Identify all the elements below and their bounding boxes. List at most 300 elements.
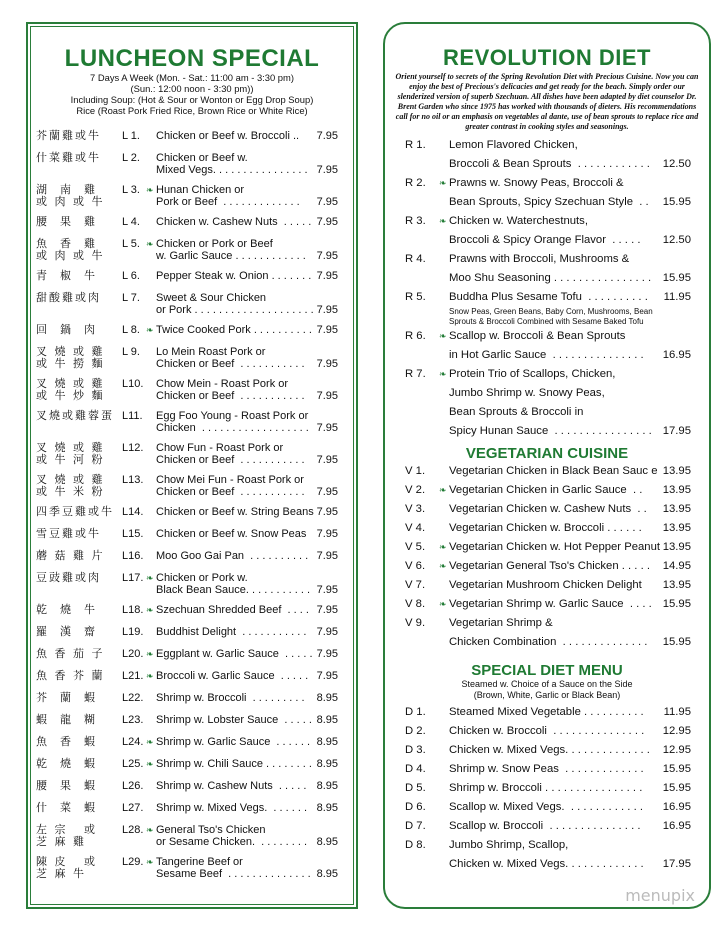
menu-item-line	[385, 722, 709, 741]
chinese-name: 芥蘭雞或牛	[36, 129, 101, 142]
item-description: Hunan Chicken or Pork or Beef . . . . . . . . . . . . .	[156, 184, 300, 208]
spacer	[439, 136, 449, 155]
item-description: Chow Mei Fun - Roast Pork or Chicken or Beef . . . . . . . . . . .	[156, 474, 305, 498]
item-code: L26.	[122, 780, 144, 792]
item-description: Vegetarian Chicken w. Cashew Nuts . .	[449, 503, 647, 515]
item-price: 15.95	[662, 782, 691, 794]
chinese-name: 魚 香 蝦	[36, 735, 97, 748]
item-description: Vegetarian Chicken in Black Bean Sauc e	[449, 465, 658, 477]
item-code: R 6.	[405, 330, 426, 342]
item-price: 16.95	[662, 820, 691, 832]
item-price: 13.95	[662, 484, 691, 496]
menu-item	[28, 292, 356, 316]
menu-item	[28, 714, 356, 726]
item-price: 7.95	[316, 604, 338, 616]
item-description: General Tso's Chicken or Sesame Chicken. . . . . . . . .	[156, 824, 307, 848]
spicy-leaf-icon: ❧	[439, 599, 447, 609]
chinese-name: 青 椒 牛	[36, 269, 97, 282]
item-price: 15.95	[662, 763, 691, 775]
item-price: 7.95	[316, 250, 338, 262]
spacer	[439, 760, 449, 779]
item-price: 15.95	[662, 636, 691, 648]
item-description: Moo Shu Seasoning . . . . . . . . . . . . . . . .	[449, 272, 652, 284]
special-diet-sub2: (Brown, White, Garlic or Black Bean)	[473, 690, 621, 700]
item-code: D 5.	[405, 782, 426, 794]
spacer	[439, 288, 449, 307]
item-price: 16.95	[662, 801, 691, 813]
menu-item-line	[385, 384, 709, 403]
item-code: L 3.	[122, 184, 140, 196]
menu-item	[28, 270, 356, 282]
item-description: Moo Goo Gai Pan . . . . . . . . . .	[156, 550, 309, 562]
item-description: Chicken w. Broccoli . . . . . . . . . . . . . . .	[449, 725, 645, 737]
menu-item	[28, 758, 356, 770]
item-description: Prawns with Broccoli, Mushrooms &	[449, 253, 630, 265]
item-description: Lemon Flavored Chicken,	[449, 139, 578, 151]
item-description: Shrimp w. Snow Peas . . . . . . . . . . . . .	[449, 763, 644, 775]
menu-item	[28, 442, 356, 466]
item-price: 7.95	[316, 216, 338, 228]
item-description: Eggplant w. Garlic Sauce . . . . .	[156, 648, 313, 660]
item-description: Scallop w. Mixed Vegs. . . . . . . . . . . . .	[449, 801, 644, 813]
item-description: Vegetarian General Tso's Chicken . . . . .	[449, 560, 651, 572]
chinese-name: 腰 果 雞	[36, 215, 97, 228]
luncheon-item-list	[28, 130, 356, 880]
spacer	[439, 500, 449, 519]
menu-item-line	[385, 136, 709, 155]
item-description: Vegetarian Mushroom Chicken Delight	[449, 579, 642, 591]
menu-item-line	[385, 481, 709, 500]
spicy-leaf-icon: ❧	[439, 561, 447, 571]
item-code: D 1.	[405, 706, 426, 718]
item-price: 7.95	[316, 506, 338, 518]
item-code	[405, 855, 439, 874]
special-diet-item-list	[385, 703, 709, 874]
chinese-name: 叉燒或雞蓉蛋	[36, 409, 114, 422]
item-description: Tangerine Beef or Sesame Beef . . . . . . . . . . . . . .	[156, 856, 311, 880]
item-code	[405, 155, 439, 174]
item-price: 14.95	[662, 560, 691, 572]
item-description: Shrimp w. Cashew Nuts . . . . .	[156, 780, 307, 792]
item-price: 8.95	[316, 692, 338, 704]
menu-item	[28, 856, 356, 880]
item-price: 13.95	[662, 465, 691, 477]
item-price: 8.95	[316, 802, 338, 814]
item-price: 7.95	[316, 486, 338, 498]
item-code: L 1.	[122, 130, 140, 142]
item-price: 17.95	[662, 425, 691, 437]
item-description: Chicken Combination . . . . . . . . . . . . . .	[449, 636, 648, 648]
item-code: V 3.	[405, 503, 426, 515]
spacer	[439, 741, 449, 760]
revolution-diet-panel	[383, 22, 711, 909]
menu-item-line	[385, 346, 709, 365]
item-code: L29.	[122, 856, 144, 868]
item-description: Chow Fun - Roast Pork or Chicken or Beef . . . . . . . . . . .	[156, 442, 305, 466]
menu-item	[28, 626, 356, 638]
spacer	[439, 779, 449, 798]
item-description: Protein Trio of Scallops, Chicken,	[449, 368, 616, 380]
chinese-name: 陳 皮 或 芝 麻 牛	[36, 855, 97, 880]
chinese-name: 魚 香 芥 蘭	[36, 669, 105, 682]
menu-item-line	[385, 855, 709, 874]
item-code	[405, 633, 439, 652]
luncheon-hours: 7 Days A Week (Mon. - Sat.: 11:00 am - 3:30 pm)	[90, 72, 294, 83]
item-description: Chicken or Beef w. Mixed Vegs. . . . . . . . . . . . . . . .	[156, 152, 308, 176]
item-code: L13.	[122, 474, 144, 486]
chinese-name: 叉 燒 或 雞 或 牛 河 粉	[36, 441, 105, 466]
item-description: Shrimp w. Mixed Vegs. . . . . . .	[156, 802, 307, 814]
spicy-leaf-icon: ❧	[439, 369, 447, 379]
spacer	[439, 836, 449, 855]
item-code: R 2.	[405, 177, 426, 189]
spacer	[439, 817, 449, 836]
item-description: Shrimp w. Garlic Sauce . . . . . .	[156, 736, 311, 748]
item-price: 7.95	[316, 528, 338, 540]
item-price: 12.50	[662, 158, 691, 170]
item-price: 7.95	[316, 304, 338, 316]
menu-item-line	[385, 500, 709, 519]
spicy-leaf-icon: ❧	[146, 759, 154, 769]
menu-item	[28, 604, 356, 616]
item-code	[405, 346, 439, 365]
chinese-name: 四季豆雞或牛	[36, 505, 114, 518]
spicy-leaf-icon: ❧	[146, 825, 154, 835]
item-price: 7.95	[316, 422, 338, 434]
menu-item-line	[385, 193, 709, 212]
item-code: V 8.	[405, 598, 426, 610]
menu-item-line	[385, 365, 709, 384]
item-code: R 3.	[405, 215, 426, 227]
item-description: Lo Mein Roast Pork or Chicken or Beef . . . . . . . . . . .	[156, 346, 305, 370]
spacer	[439, 384, 449, 403]
luncheon-sunday-hours: (Sun.: 12:00 noon - 3:30 pm))	[130, 83, 254, 94]
spacer	[439, 193, 449, 212]
item-price: 13.95	[662, 522, 691, 534]
item-price: 8.95	[316, 714, 338, 726]
spacer	[439, 614, 449, 633]
menu-item-line	[385, 403, 709, 422]
menu-item	[28, 130, 356, 142]
item-description: Chicken w. Cashew Nuts . . . . .	[156, 216, 312, 228]
chinese-name: 乾 燒 牛	[36, 603, 97, 616]
item-code	[405, 403, 439, 422]
menu-item	[28, 506, 356, 518]
vegetarian-item-list	[385, 462, 709, 652]
item-code: R 1.	[405, 139, 426, 151]
item-price: 13.95	[662, 579, 691, 591]
item-code	[405, 384, 439, 403]
chinese-name: 羅 漢 齋	[36, 625, 97, 638]
spacer	[439, 798, 449, 817]
item-price: 7.95	[316, 196, 338, 208]
item-price: 8.95	[316, 780, 338, 792]
menu-item-line	[385, 557, 709, 576]
revolution-item-list	[385, 136, 709, 441]
luncheon-soup-note: Including Soup: (Hot & Sour or Wonton or Egg Drop Soup)	[70, 94, 314, 105]
item-code: L 7.	[122, 292, 140, 304]
item-code: R 5.	[405, 291, 426, 303]
item-price: 16.95	[662, 349, 691, 361]
item-description: Chow Mein - Roast Pork or Chicken or Beef . . . . . . . . . . .	[156, 378, 305, 402]
item-code: L17.	[122, 572, 144, 584]
item-price: 8.95	[316, 836, 338, 848]
menu-item-line	[385, 817, 709, 836]
item-code: L 5.	[122, 238, 140, 250]
spacer	[439, 346, 449, 365]
spacer	[439, 576, 449, 595]
chinese-name: 蝦 龍 糊	[36, 713, 97, 726]
item-description: Chicken w. Waterchestnuts,	[449, 215, 588, 227]
item-price: 15.95	[662, 598, 691, 610]
item-price: 11.95	[663, 291, 691, 303]
menu-item-line	[385, 174, 709, 193]
item-code: L19.	[122, 626, 144, 638]
chinese-name: 什 菜 蝦	[36, 801, 97, 814]
item-description: Vegetarian Chicken in Garlic Sauce . .	[449, 484, 643, 496]
item-description: Chicken or Pork w. Black Bean Sauce. . . . . . . . . . .	[156, 572, 311, 596]
spacer	[439, 703, 449, 722]
item-description: Buddhist Delight . . . . . . . . . . .	[156, 626, 307, 638]
item-description: Szechuan Shredded Beef . . . .	[156, 604, 309, 616]
menu-item	[28, 378, 356, 402]
special-diet-title: SPECIAL DIET MENU	[471, 662, 623, 679]
item-code: V 1.	[405, 465, 426, 477]
spicy-leaf-icon: ❧	[146, 671, 154, 681]
item-description: Chicken w. Mixed Vegs. . . . . . . . . . . . . .	[449, 744, 650, 756]
item-code: D 2.	[405, 725, 426, 737]
menu-item	[28, 410, 356, 434]
item-code: L20.	[122, 648, 144, 660]
item-note: Snow Peas, Green Beans, Baby Corn, Mushrooms, Bean Sprouts & Broccoli Combined with Sesame Baked Tofu	[449, 307, 653, 326]
spicy-leaf-icon: ❧	[146, 325, 154, 335]
item-description: Vegetarian Shrimp &	[449, 617, 553, 629]
menu-item	[28, 238, 356, 262]
vegetarian-title: VEGETARIAN CUISINE	[465, 445, 629, 462]
item-description: Vegetarian Chicken w. Hot Pepper Peanut	[449, 541, 661, 553]
menu-item-line	[385, 741, 709, 760]
menu-item	[28, 824, 356, 848]
menu-item-line	[385, 614, 709, 633]
item-price: 8.95	[316, 758, 338, 770]
item-code	[405, 422, 439, 441]
item-price: 8.95	[316, 736, 338, 748]
item-code: L 2.	[122, 152, 140, 164]
item-price: 7.95	[316, 454, 338, 466]
chinese-name: 豆豉雞或肉	[36, 571, 101, 584]
spacer	[439, 250, 449, 269]
item-price: 12.50	[662, 234, 691, 246]
chinese-name: 蘑 菇 雞 片	[36, 549, 105, 562]
item-code: R 4.	[405, 253, 426, 265]
menu-item	[28, 550, 356, 562]
spacer	[439, 722, 449, 741]
spacer	[439, 155, 449, 174]
item-description: Shrimp w. Broccoli . . . . . . . . .	[156, 692, 305, 704]
item-code: L11.	[122, 410, 143, 422]
item-code: V 2.	[405, 484, 426, 496]
spicy-leaf-icon: ❧	[146, 857, 154, 867]
menu-item-line	[385, 836, 709, 855]
item-price: 17.95	[662, 858, 691, 870]
item-code: L23.	[122, 714, 144, 726]
item-price: 15.95	[662, 196, 691, 208]
spicy-leaf-icon: ❧	[146, 605, 154, 615]
item-code: D 8.	[405, 839, 426, 851]
spacer	[439, 231, 449, 250]
menu-item	[28, 346, 356, 370]
menu-item-line	[385, 250, 709, 269]
item-code: L14.	[122, 506, 144, 518]
item-description: Shrimp w. Chili Sauce . . . . . . . .	[156, 758, 312, 770]
item-code: L22.	[122, 692, 144, 704]
item-code	[405, 269, 439, 288]
item-price: 13.95	[662, 541, 691, 553]
spacer	[439, 403, 449, 422]
chinese-name: 魚 香 茄 子	[36, 647, 105, 660]
item-description: Broccoli w. Garlic Sauce . . . . .	[156, 670, 309, 682]
menu-item-line	[385, 595, 709, 614]
chinese-name: 回 鍋 肉	[36, 323, 97, 336]
item-description: Chicken or Beef w. Broccoli ..	[156, 130, 300, 142]
item-price: 12.95	[662, 744, 691, 756]
menu-item	[28, 802, 356, 814]
item-code: R 7.	[405, 368, 426, 380]
item-description: Chicken or Beef w. String Beans	[156, 506, 314, 518]
spicy-leaf-icon: ❧	[146, 239, 154, 249]
item-code: D 4.	[405, 763, 426, 775]
menu-item	[28, 324, 356, 336]
item-code: L10.	[122, 378, 144, 390]
item-code: L18.	[122, 604, 144, 616]
special-diet-sub1: Steamed w. Choice of a Sauce on the Side	[461, 679, 633, 689]
menu-item-line	[385, 422, 709, 441]
item-code: D 7.	[405, 820, 426, 832]
spicy-leaf-icon: ❧	[439, 542, 447, 552]
item-description: Egg Foo Young - Roast Pork or Chicken . . . . . . . . . . . . . . . . . .	[156, 410, 309, 434]
spacer	[439, 269, 449, 288]
item-price: 11.95	[663, 706, 691, 718]
spicy-leaf-icon: ❧	[439, 178, 447, 188]
item-price: 7.95	[316, 358, 338, 370]
menu-item-line	[385, 798, 709, 817]
chinese-name: 叉 燒 或 雞 或 牛 米 粉	[36, 473, 105, 498]
luncheon-title: LUNCHEON SPECIAL	[64, 45, 320, 72]
item-code: V 7.	[405, 579, 426, 591]
luncheon-rice-note: Rice (Roast Pork Fried Rice, Brown Rice or White Rice)	[76, 105, 308, 116]
chinese-name: 甜酸雞或肉	[36, 291, 101, 304]
item-price: 7.95	[316, 130, 338, 142]
chinese-name: 魚 香 雞 或 肉 或 牛	[36, 237, 105, 262]
item-price: 12.95	[662, 725, 691, 737]
menu-item	[28, 736, 356, 748]
item-code: L28.	[122, 824, 144, 836]
item-description: Sweet & Sour Chicken or Pork . . . . . . . . . . . . . . . . . . . .	[156, 292, 314, 316]
spicy-leaf-icon: ❧	[146, 573, 154, 583]
item-code: L 4.	[122, 216, 140, 228]
item-price: 7.95	[316, 324, 338, 336]
item-code	[405, 193, 439, 212]
spicy-leaf-icon: ❧	[439, 331, 447, 341]
spicy-leaf-icon: ❧	[439, 485, 447, 495]
item-code: L 9.	[122, 346, 140, 358]
item-code: L16.	[122, 550, 144, 562]
item-description: Bean Sprouts, Spicy Szechuan Style . .	[449, 196, 649, 208]
menu-item	[28, 648, 356, 660]
item-price: 15.95	[662, 272, 691, 284]
item-description: Bean Sprouts & Broccoli in	[449, 406, 584, 418]
spacer	[439, 422, 449, 441]
chinese-name: 雪豆雞或牛	[36, 527, 101, 540]
menu-item	[28, 184, 356, 208]
item-description: Buddha Plus Sesame Tofu . . . . . . . . . .	[449, 291, 648, 303]
menu-item-line	[385, 327, 709, 346]
item-code: L12.	[122, 442, 144, 454]
item-price: 7.95	[316, 626, 338, 638]
item-code: L21.	[122, 670, 144, 682]
menu-item-line	[385, 633, 709, 652]
item-price: 7.95	[316, 390, 338, 402]
item-price: 7.95	[316, 584, 338, 596]
spacer	[439, 633, 449, 652]
item-description: Jumbo Shrimp w. Snowy Peas,	[449, 387, 605, 399]
item-description: Prawns w. Snowy Peas, Broccoli &	[449, 177, 624, 189]
menu-item	[28, 528, 356, 540]
item-description: Chicken or Beef w. Snow Peas	[156, 528, 307, 540]
item-code: L 6.	[122, 270, 140, 282]
item-code: V 5.	[405, 541, 426, 553]
item-price: 7.95	[316, 670, 338, 682]
item-description: Vegetarian Chicken w. Broccoli . . . . . .	[449, 522, 642, 534]
item-description: Jumbo Shrimp, Scallop,	[449, 839, 569, 851]
item-description: Broccoli & Bean Sprouts . . . . . . . . . . . .	[449, 158, 650, 170]
item-description: Scallop w. Broccoli . . . . . . . . . . . . . . .	[449, 820, 641, 832]
item-code: D 3.	[405, 744, 426, 756]
revolution-title: REVOLUTION DIET	[443, 45, 651, 70]
luncheon-special-panel	[26, 22, 358, 909]
menu-item	[28, 474, 356, 498]
chinese-name: 芥 蘭 蝦	[36, 691, 97, 704]
chinese-name: 叉 燒 或 雞 或 牛 撈 麵	[36, 345, 105, 370]
spacer	[439, 519, 449, 538]
chinese-name: 左 宗 或 芝 麻 雞	[36, 823, 97, 848]
item-code: L24.	[122, 736, 144, 748]
item-description: Vegetarian Shrimp w. Garlic Sauce . . . .	[449, 598, 652, 610]
item-description: Scallop w. Broccoli & Bean Sprouts	[449, 330, 626, 342]
revolution-intro: Orient yourself to secrets of the Spring Revolution Diet with Precious Cuisine. Now you can enjoy the best of Precious's delicacies and get ready for the beach. Simply order our slenderized version of superb Szechuan. All dishes have been adapted by diet counselor Dr. Brent Garden who since 1975 has worked with thousands of dieters. His recommendations call for no oil or an emphasis on vegetables al dante, use of bean sprouts to replace rice and greater contrast in cooking styles and seasonings.	[395, 72, 699, 131]
spicy-leaf-icon: ❧	[146, 737, 154, 747]
menu-item-line	[385, 703, 709, 722]
menu-item	[28, 572, 356, 596]
menu-item-line	[385, 155, 709, 174]
item-code	[405, 231, 439, 250]
item-code: L 8.	[122, 324, 140, 336]
item-code: V 6.	[405, 560, 426, 572]
chinese-name: 乾 燒 蝦	[36, 757, 97, 770]
item-code: V 4.	[405, 522, 426, 534]
menu-item	[28, 216, 356, 228]
item-description: Chicken or Pork or Beef w. Garlic Sauce . . . . . . . . . . . .	[156, 238, 306, 262]
item-price: 7.95	[316, 164, 338, 176]
item-code: V 9.	[405, 617, 426, 629]
spicy-leaf-icon: ❧	[146, 649, 154, 659]
menu-item-line	[385, 538, 709, 557]
menu-item-line	[385, 462, 709, 481]
item-price: 13.95	[662, 503, 691, 515]
menu-item-line	[385, 288, 709, 307]
menu-item-line	[385, 231, 709, 250]
item-price: 7.95	[316, 550, 338, 562]
